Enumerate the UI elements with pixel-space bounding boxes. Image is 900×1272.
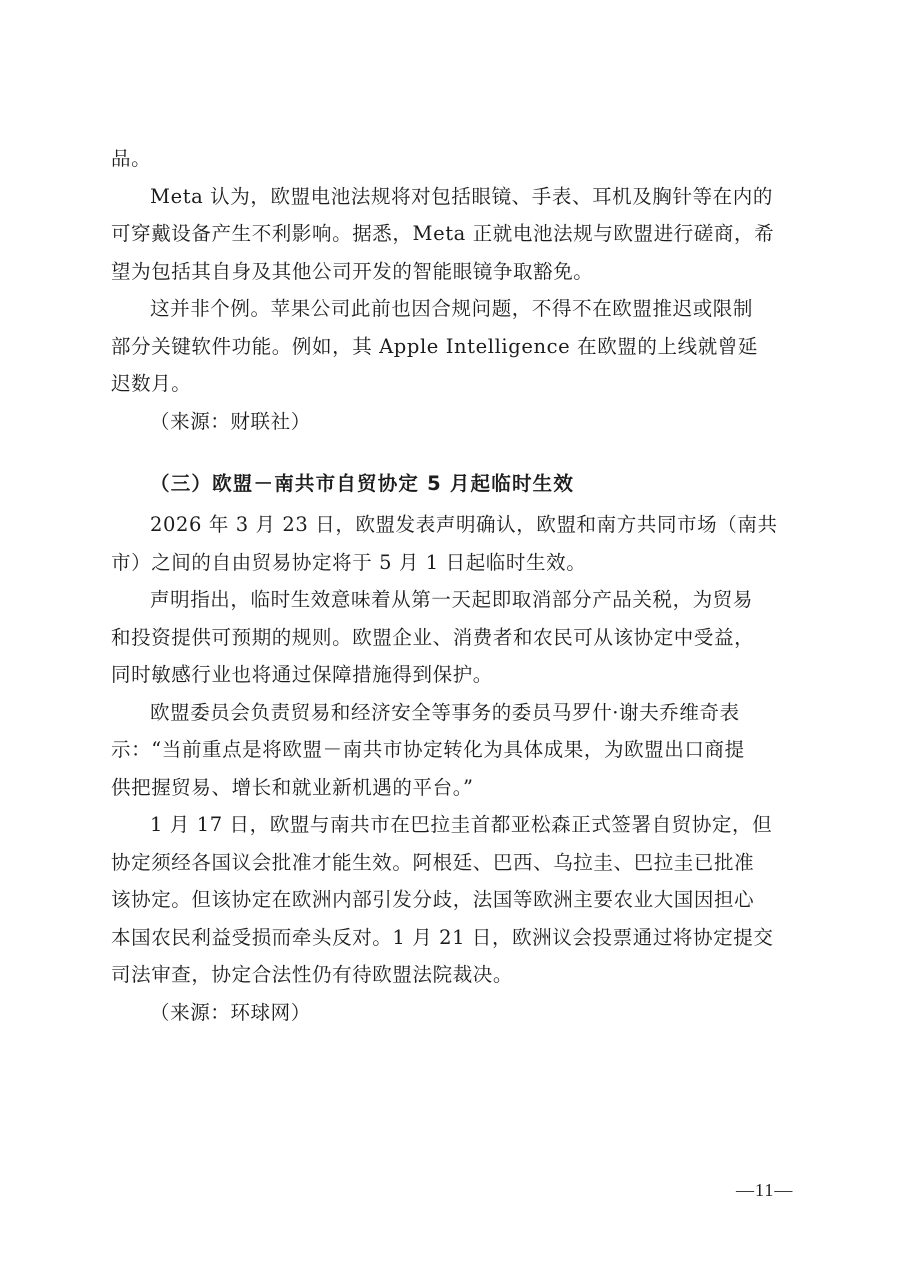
paragraph-line: 同时敏感行业也将通过保障措施得到保护。: [111, 663, 493, 686]
paragraph-line: 示：“当前重点是将欧盟－南共市协定转化为具体成果，为欧盟出口商提: [111, 738, 745, 761]
paragraph-line: 望为包括其自身及其他公司开发的智能眼镜争取豁免。: [111, 259, 594, 283]
paragraph-line: 本国农民利益受损而牵头反对。1 月 21 日，欧洲议会投票通过将协定提交: [111, 925, 774, 949]
paragraph-line: 这并非个例。苹果公司此前也因合规问题，不得不在欧盟推迟或限制: [150, 297, 754, 320]
paragraph-line: 欧盟委员会负责贸易和经济安全等事务的委员马罗什·谢夫乔维奇表: [150, 700, 740, 724]
paragraph-line: 声明指出，临时生效意味着从第一天起即取消部分产品关税，为贸易: [150, 588, 754, 611]
paragraph-line: 品。: [111, 147, 152, 170]
source-citation: （来源：环球网）: [150, 1000, 311, 1024]
section-heading: （三）欧盟－南共市自贸协定 5 月起临时生效: [150, 472, 575, 495]
paragraph-line: 迟数月。: [111, 372, 192, 395]
paragraph-line: 供把握贸易、增长和就业新机遇的平台。”: [111, 775, 474, 799]
paragraph-line: 和投资提供可预期的规则。欧盟企业、消费者和农民可从该协定中受益，: [111, 625, 755, 649]
paragraph-line: 该协定。但该协定在欧洲内部引发分歧，法国等欧洲主要农业大国因担心: [111, 888, 755, 911]
paragraph-line: Meta 认为，欧盟电池法规将对包括眼镜、手表、耳机及胸针等在内的: [150, 184, 773, 208]
paragraph-line: 司法审查，协定合法性仍有待欧盟法院裁决。: [111, 963, 514, 986]
paragraph-line: 可穿戴设备产生不利影响。据悉，Meta 正就电池法规与欧盟进行磋商，希: [111, 222, 775, 245]
section-1-body: [111, 140, 793, 440]
section-2-body: [111, 506, 793, 1031]
paragraph-line: 协定须经各国议会批准才能生效。阿根廷、巴西、乌拉圭、巴拉圭已批准: [111, 850, 755, 874]
source-citation: （来源：财联社）: [150, 409, 311, 433]
page-number: —11—: [736, 1180, 794, 1200]
paragraph-line: 2026 年 3 月 23 日，欧盟发表声明确认，欧盟和南方共同市场（南共: [150, 513, 778, 536]
paragraph-line: 1 月 17 日，欧盟与南共市在巴拉圭首都亚松森正式签署自贸协定，但: [150, 813, 773, 836]
paragraph-line: 市）之间的自由贸易协定将于 5 月 1 日起临时生效。: [111, 550, 587, 574]
paragraph-line: 部分关键软件功能。例如，其 Apple Intelligence 在欧盟的上线就曾延: [111, 334, 759, 358]
